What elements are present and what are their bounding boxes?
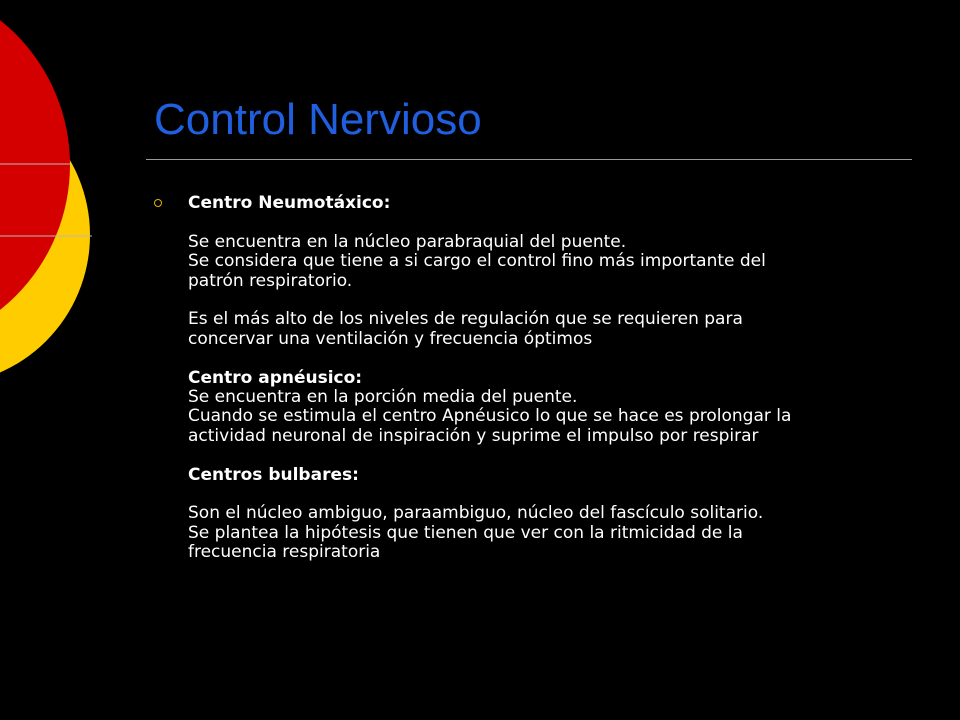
text-line: concervar una ventilación y frecuencia óptimos [188, 328, 593, 349]
hollow-circle-icon [154, 199, 162, 207]
spacer [188, 485, 910, 504]
text-line: Se considera que tiene a si cargo el control fino más importante del [188, 251, 766, 272]
spacer [188, 446, 910, 465]
text-line: Cuando se estimula el centro Apnéusico lo que se hace es prolongar la [188, 406, 792, 427]
bullet-text [188, 194, 910, 563]
text-line: Se encuentra en la núcleo parabraquial del puente. [188, 231, 627, 252]
text-line: Se plantea la hipótesis que tienen que ver con la ritmicidad de la [188, 522, 743, 543]
slide-content [150, 194, 910, 563]
slide-title: Control Nervioso [154, 95, 482, 144]
spacer [188, 213, 910, 232]
text-line: patrón respiratorio. [188, 270, 353, 291]
spacer [188, 291, 910, 310]
text-line: Es el más alto de los niveles de regulación que se requieren para [188, 309, 743, 330]
spacer [188, 349, 910, 368]
section-heading-neumotaxico: Centro Neumotáxico: [188, 193, 391, 213]
section-heading-bulbares: Centros bulbares: [188, 464, 359, 485]
text-line: Se encuentra en la porción media del puente. [188, 387, 578, 408]
text-line: Son el núcleo ambiguo, paraambiguo, núcleo del fascículo solitario. [188, 503, 764, 524]
text-line: actividad neuronal de inspiración y suprime el impulso por respirar [188, 425, 759, 446]
text-line: frecuencia respiratoria [188, 542, 381, 563]
title-underline [146, 159, 912, 160]
section-heading-apneusico: Centro apnéusico: [188, 367, 363, 388]
